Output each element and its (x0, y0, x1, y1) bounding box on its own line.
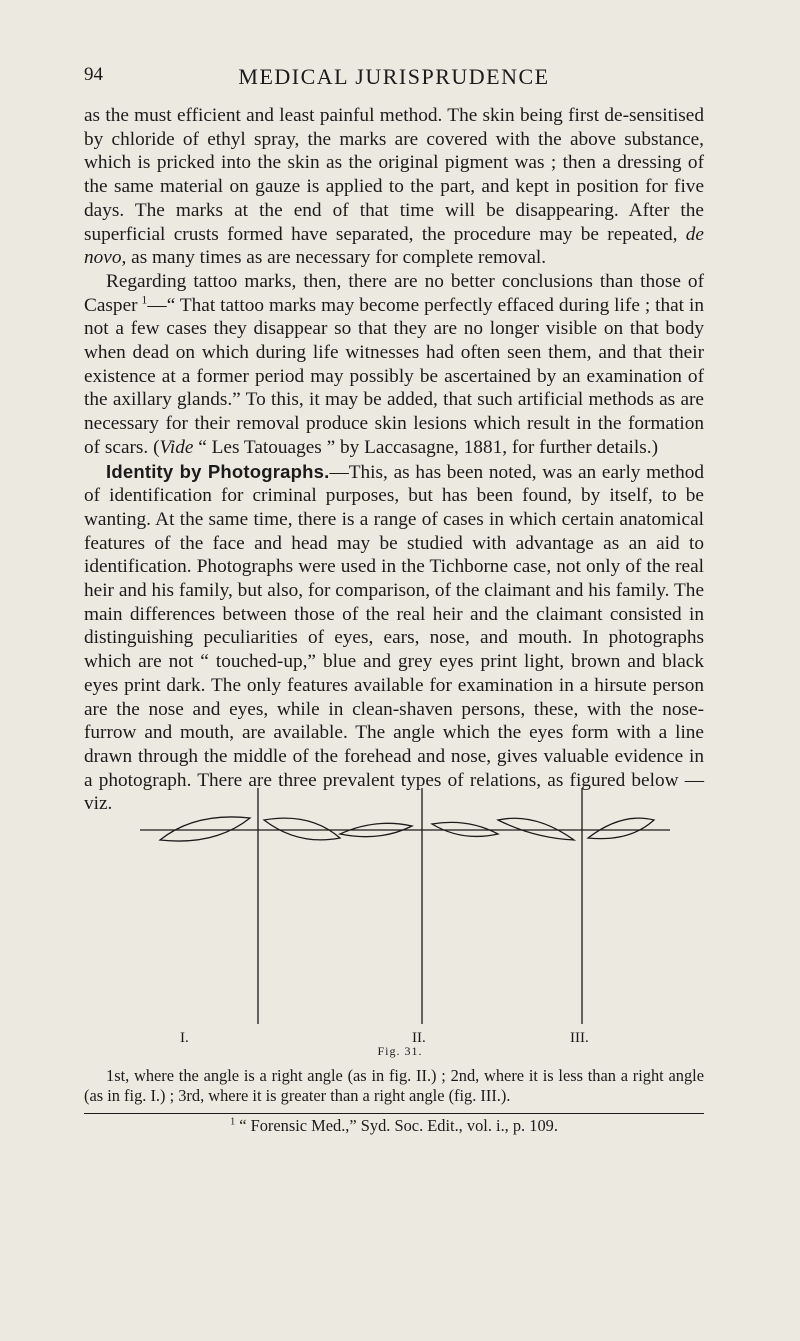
footnote-rule (84, 1113, 704, 1114)
paragraph-1-text: as the must efficient and least painful method. The skin being first de-sensitised by chloride of ethyl spray, the marks are covered with the above substance, which is pricked into the skin as the original pigment was ; then a dressing of the same material on gauze is applied to the part, and kept in position for five days. The marks at the end of that time will be disappearing. After the superficial crusts formed have separated, the procedure may be repeated, (84, 105, 704, 245)
running-head: MEDICAL JURISPRUDENCE (238, 64, 550, 89)
page-number: 94 (84, 64, 103, 85)
footnote-marker-ref: 1 (141, 292, 148, 307)
body-text (84, 104, 704, 816)
eye-shape-1b (264, 818, 340, 840)
figure-label-1: I. (180, 1030, 189, 1046)
italic-vide: Vide (159, 436, 194, 458)
paragraph-2-text-c: “ Les Tatouages ” by Laccasagne, 1881, for further details.) (198, 436, 659, 458)
paragraph-3-text: —This, as has been noted, was an early method of identification for criminal purposes, but has been found, by itself, to be wanting. At the same time, there is a range of cases in which certain anatomical features of the face and head may be studied with advantage as an aid to identification. Photographs were used in the Tichborne case, not only of the real heir and his family, but also, for comparison, of the claimant and his family. The main differences between those of the real heir and the claimant consisted in distinguishing peculiarities of eyes, ears, nose, and mouth. In photographs which are not “ touched-up,” blue and grey eyes print light, brown and black eyes print dark. The only features available for examination in a hirsute person are the nose and eyes, while in clean-shaven persons, these, with the nose-furrow and mouth, are available. The angle which the eyes form with a line drawn through the middle of the forehead and nose, gives valuable evidence in a photograph. There are three prevalent types of relations, as figured below —viz. (84, 461, 704, 815)
eye-angle-diagram (140, 788, 700, 1024)
eye-shape-3b (588, 818, 654, 838)
paragraph-2-text-b: —“ That tattoo marks may become perfectly effaced during life ; that in not a few cases they disappear so that they are no longer visible on that body when dead on which during life witnesses had often seen them, and that their existence at a former period may possibly be ascertained by an examination of the axillary glands.” To this, it may be added, that such artificial methods as are necessary for their removal produce skin lesions which result in the formation of scars. ( (84, 294, 704, 458)
paragraph-1-end: as many times as are necessary for complete removal. (131, 247, 547, 269)
eye-shape-1a (160, 817, 250, 841)
eye-shape-3a (498, 818, 574, 840)
paragraph-1 (84, 104, 704, 270)
figure-label-3: III. (570, 1030, 589, 1046)
figure-description-text: 1st, where the angle is a right angle (as in fig. II.) ; 2nd, where it is less than a right angle (as in fig. I.) ; 3rd, where it is greater than a right angle (fig. III.). (84, 1066, 704, 1105)
italic-de-novo: de novo, (84, 223, 704, 269)
paragraph-3 (84, 460, 704, 817)
paragraph-2-text-a: Regarding tattoo marks, then, there are no better conclusions than those of Casper (84, 270, 704, 316)
section-heading: Identity by Photographs. (106, 460, 330, 482)
figure-31 (140, 788, 700, 1024)
figure-description (84, 1066, 704, 1106)
figure-label-2: II. (412, 1030, 426, 1046)
footnote (84, 1116, 704, 1136)
footnote-text: “ Forensic Med.,” Syd. Soc. Edit., vol. i., p. 109. (239, 1116, 558, 1135)
figure-caption: Fig. 31. (377, 1044, 423, 1058)
footnote-marker: 1 (230, 1116, 236, 1128)
page-header (84, 64, 704, 92)
paragraph-2 (84, 270, 704, 460)
